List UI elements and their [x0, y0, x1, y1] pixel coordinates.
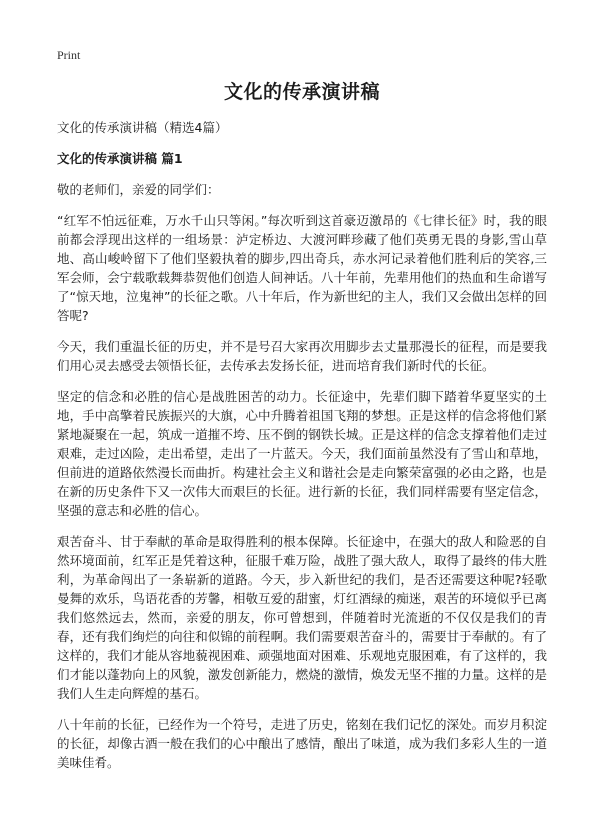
- paragraph-hardship: 艰苦奋斗、甘于奉献的革命是取得胜利的根本保障。长征途中，在强大的敌人和险恶的自然环境面前，红军正是凭着这种，征服千难万险，战胜了强大敌人，取得了最终的伟大胜利，为革命闯出了一条崭新的道路。今天，步入新世纪的我们，是否还需要这种呢?轻歌曼舞的欢乐，鸟语花香的芳馨，相敬互爱的甜蜜，灯红酒绿的痴迷，艰苦的环境似乎已离我们悠然远去，然而，亲爱的朋友，你可曾想到，伴随着时光流逝的不仅仅是我们的青春，还有我们绚烂的向往和似锦的前程啊。我们需要艰苦奋斗的，需要甘于奉献的。有了这样的，我们才能从容地藐视困难、顽强地面对困难、乐观地克服困难，有了这样的，我们才能以蓬勃向上的风貌，激发创新能力，燃烧的激情，焕发无坚不摧的力量。这样的是我们人生走向辉煌的基石。: [57, 534, 547, 701]
- paragraph-greeting: 敬的老师们，亲爱的同学们：: [57, 182, 220, 197]
- paragraph-intro: “红军不怕远征难，万水千山只等闲。”每次听到这首豪迈激昂的《七律长征》时，我的眼前都会浮现出这样的一组场景：泸定桥边、大渡河畔珍藏了他们英勇无畏的身影,雪山草地、高山峻岭留下了他们坚毅执着的脚步,四出奇兵，赤水河记录着他们胜利后的笑容,三军会师，会宁载歌载舞恭贺他们创造人间神话。八十年前，先辈用他们的热血和生命谱写了“惊天地，泣鬼神”的长征之歌。八十年后，作为新世纪的主人，我们又会做出怎样的回答呢?: [57, 213, 547, 323]
- paragraph-belief: 坚定的信念和必胜的信心是战胜困苦的动力。长征途中，先辈们脚下踏着华夏坚实的土地，手中高擎着民族振兴的大旗，心中升腾着祖国飞翔的梦想。正是这样的信念将他们紧紧地凝聚在一起，筑成一道摧不垮、压不倒的钢铁长城。正是这样的信念支撑着他们走过艰难，走过凶险，走出希望，走出了一片蓝天。今天，我们面前虽然没有了雪山和草地，但前进的道路依然漫长而曲折。构建社会主义和谐社会是走向繁荣富强的必由之路，也是在新的历史条件下又一次伟大而艰巨的长征。进行新的长征，我们同样需要有坚定信念，坚强的意志和必胜的信心。: [57, 389, 547, 518]
- section-heading: 文化的传承演讲稿 篇1: [57, 151, 183, 166]
- paragraph-today: 今天，我们重温长征的历史，并不是号召大家再次用脚步去丈量那漫长的征程，而是要我们用心灵去感受去领悟长征，去传承去发扬长征，进而培育我们新时代的长征。: [57, 339, 547, 373]
- paragraph-conclusion: 八十年前的长征，已经作为一个符号，走进了历史，铭刻在我们记忆的深处。而岁月积淀的长征，却像古酒一般在我们的心中酿出了感情，酿出了味道，成为我们多彩人生的一道美味佳肴。: [57, 717, 547, 770]
- document-title: 文化的传承演讲稿: [223, 81, 380, 103]
- print-link[interactable]: Print: [57, 48, 81, 62]
- document-subtitle: 文化的传承演讲稿（精选4篇）: [57, 120, 228, 135]
- document-body: [57, 180, 547, 784]
